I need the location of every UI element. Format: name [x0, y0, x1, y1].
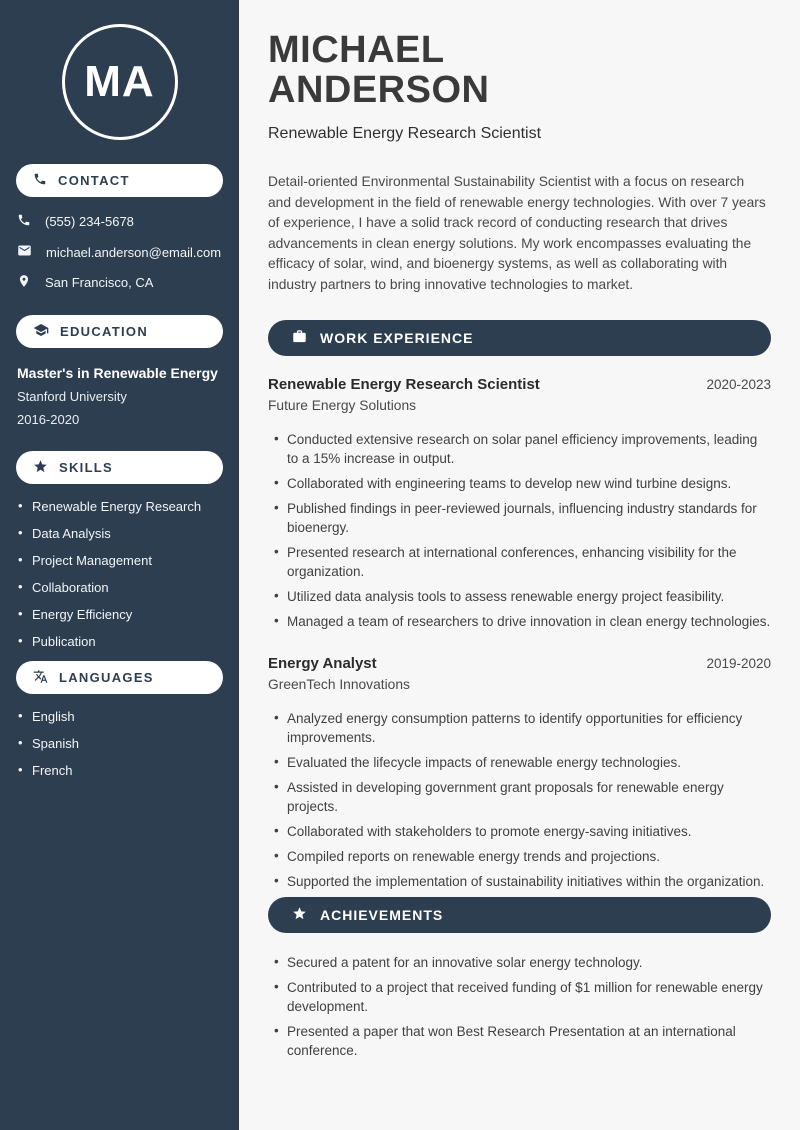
contact-phone-row [17, 213, 222, 230]
job-bullet: • Collaborated with stakeholders to promote energy-saving initiatives. [274, 822, 771, 841]
job-header [268, 655, 771, 672]
skill-item: • Data Analysis [18, 526, 222, 541]
languages-section-label: LANGUAGES [59, 670, 154, 685]
job-title: Renewable Energy Research Scientist [268, 376, 540, 393]
skills-section-header [16, 451, 223, 484]
languages-section-header [16, 661, 223, 694]
location-pin-icon [17, 274, 31, 291]
job-dates: 2019-2020 [706, 656, 771, 671]
skill-item: • Publication [18, 634, 222, 649]
summary-paragraph: Detail-oriented Environmental Sustainability Scientist with a focus on research and development in the field of renewable energy technologies. With over 7 years of experience, I have a solid track record of conducting research that drives advancements in clean energy solutions. My work encompasses evaluating the efficacy of solar, wind, and bioenergy systems, as well as collaborating with industry partners to bring innovative technologies to market. [268, 174, 766, 292]
job-bullet: • Published findings in peer-reviewed journals, influencing industry standards for bioenergy. [274, 499, 771, 537]
contact-list [0, 197, 239, 291]
contact-phone-value: (555) 234-5678 [45, 214, 134, 229]
contact-location-value: San Francisco, CA [45, 275, 154, 290]
achievement-bullet: • Secured a patent for an innovative solar energy technology. [274, 953, 771, 972]
languages-list [0, 694, 239, 778]
job-bullet: • Conducted extensive research on solar panel efficiency improvements, leading to a 15% increase in output. [274, 430, 771, 468]
education-degree: Master's in Renewable Energy [17, 365, 218, 381]
phone-icon [17, 213, 31, 230]
phone-icon [33, 172, 47, 189]
job-bullet: • Analyzed energy consumption patterns to identify opportunities for efficiency improvements. [274, 709, 771, 747]
achievements-section-label: ACHIEVEMENTS [320, 907, 444, 923]
job-bullet: • Assisted in developing government grant proposals for renewable energy projects. [274, 778, 771, 816]
job-bullet-list [268, 430, 771, 631]
contact-email-value: michael.anderson@email.com [46, 244, 222, 260]
education-section-label: EDUCATION [60, 324, 149, 339]
job-bullet: • Evaluated the lifecycle impacts of renewable energy technologies. [274, 753, 771, 772]
star-icon [33, 459, 48, 477]
job-bullet: • Supported the implementation of sustainability initiatives within the organization. [274, 872, 771, 891]
graduation-cap-icon [33, 322, 49, 341]
job-header [268, 376, 771, 393]
language-item: • French [18, 763, 222, 778]
language-item: • Spanish [18, 736, 222, 751]
skills-section-label: SKILLS [59, 460, 114, 475]
achievement-bullet: • Contributed to a project that received funding of $1 million for renewable energy development. [274, 978, 771, 1016]
education-entry [0, 348, 239, 427]
skill-item: • Project Management [18, 553, 222, 568]
job-title: Energy Analyst [268, 655, 377, 672]
translate-icon [33, 669, 48, 687]
job-bullet: • Presented research at international conferences, enhancing visibility for the organization. [274, 543, 771, 581]
skill-item: • Collaboration [18, 580, 222, 595]
education-section-header [16, 315, 223, 348]
job-company: GreenTech Innovations [268, 677, 410, 692]
skill-item: • Renewable Energy Research [18, 499, 222, 514]
star-icon [292, 906, 307, 924]
sidebar [0, 0, 239, 1130]
job-bullet: • Collaborated with engineering teams to develop new wind turbine designs. [274, 474, 771, 493]
contact-section-header [16, 164, 223, 197]
contact-section-label: CONTACT [58, 173, 130, 188]
avatar-initials: MA [84, 57, 155, 106]
achievements-section-header [268, 897, 771, 933]
achievements-bullet-list [268, 953, 771, 1060]
contact-email-row [17, 243, 222, 261]
education-dates: 2016-2020 [17, 412, 80, 427]
person-name: MICHAEL ANDERSON [268, 29, 490, 111]
avatar [62, 24, 178, 140]
job-company: Future Energy Solutions [268, 398, 417, 413]
job-entry [268, 655, 771, 891]
skill-item: • Energy Efficiency [18, 607, 222, 622]
job-bullet-list [268, 709, 771, 891]
job-entry [268, 376, 771, 631]
language-item: • English [18, 709, 222, 724]
achievement-bullet: • Presented a paper that won Best Research Presentation at an international conference. [274, 1022, 771, 1060]
work-experience-section-header [268, 320, 771, 356]
skills-list [0, 484, 239, 649]
job-bullet: • Utilized data analysis tools to assess renewable energy project feasibility. [274, 587, 771, 606]
contact-location-row [17, 274, 222, 291]
job-bullet: • Managed a team of researchers to drive innovation in clean energy technologies. [274, 612, 771, 631]
main-content [239, 0, 800, 1130]
job-dates: 2020-2023 [706, 377, 771, 392]
work-experience-section-label: WORK EXPERIENCE [320, 330, 474, 346]
job-bullet: • Compiled reports on renewable energy trends and projections. [274, 847, 771, 866]
person-job-title: Renewable Energy Research Scientist [268, 125, 542, 142]
envelope-icon [17, 243, 32, 261]
briefcase-icon [292, 329, 307, 347]
education-school: Stanford University [17, 389, 127, 404]
